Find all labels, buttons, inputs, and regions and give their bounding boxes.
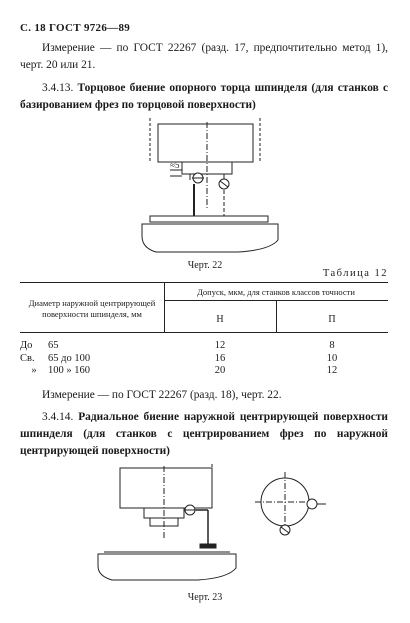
table-header-rule	[20, 332, 388, 333]
page-header: С. 18 ГОСТ 9726—89	[20, 22, 131, 34]
section-number: 3.4.14.	[42, 411, 74, 423]
table-row	[20, 365, 90, 378]
figure-23-drawing	[90, 464, 330, 588]
figure-23-caption: Черт. 23	[187, 592, 223, 603]
table-subheader-rule	[164, 300, 388, 301]
row-prefix: Св.	[20, 352, 35, 364]
row-p-value: 8	[329, 340, 335, 351]
section-3-4-14	[20, 409, 388, 460]
figure-22-drawing	[120, 118, 300, 258]
table-group-header: Допуск, мкм, для станков классов точности	[197, 287, 355, 297]
section-3-4-13	[20, 80, 388, 114]
row-range: 65	[48, 340, 59, 351]
row-h-value: 16	[214, 352, 226, 364]
measurement-paragraph-1: Измерение — по ГОСТ 22267 (разд. 17, предпочтительно метод 1), черт. 20 или 21.	[20, 42, 388, 71]
figure-22-caption: Черт. 22	[187, 260, 223, 271]
row-h-value: 12	[214, 340, 226, 351]
section-title: Торцовое биение опорного торца шпинделя (для станков с базированием фрез по торцовой поверхности)	[20, 82, 388, 111]
table-col1-header: Диаметр наружной центрирующей поверхности шпинделя, мм	[28, 298, 156, 319]
measurement-paragraph-2: Измерение — по ГОСТ 22267 (разд. 18), черт. 22.	[42, 389, 282, 401]
table-row	[20, 340, 59, 353]
figure-22-dimension-label: ≈5	[170, 160, 180, 170]
table-top-rule	[20, 282, 388, 283]
table-12-title: Таблица 12	[322, 268, 388, 279]
row-range: 100 » 160	[48, 365, 90, 376]
table-row	[20, 353, 90, 366]
section-number: 3.4.13.	[42, 82, 74, 94]
row-p-value: 12	[326, 365, 338, 376]
row-range: 65 до 100	[48, 352, 91, 364]
section-title: Радиальное биение наружной центрирующей поверхности шпинделя (для станков с центрированием фрез по наружной центрирующей поверхности)	[20, 411, 388, 457]
table-class-p-header: П	[328, 314, 336, 325]
row-p-value: 10	[326, 352, 338, 364]
table-class-h-header: Н	[216, 314, 224, 325]
row-prefix: »	[31, 365, 37, 376]
row-prefix: До	[20, 340, 33, 351]
row-h-value: 20	[214, 365, 226, 376]
